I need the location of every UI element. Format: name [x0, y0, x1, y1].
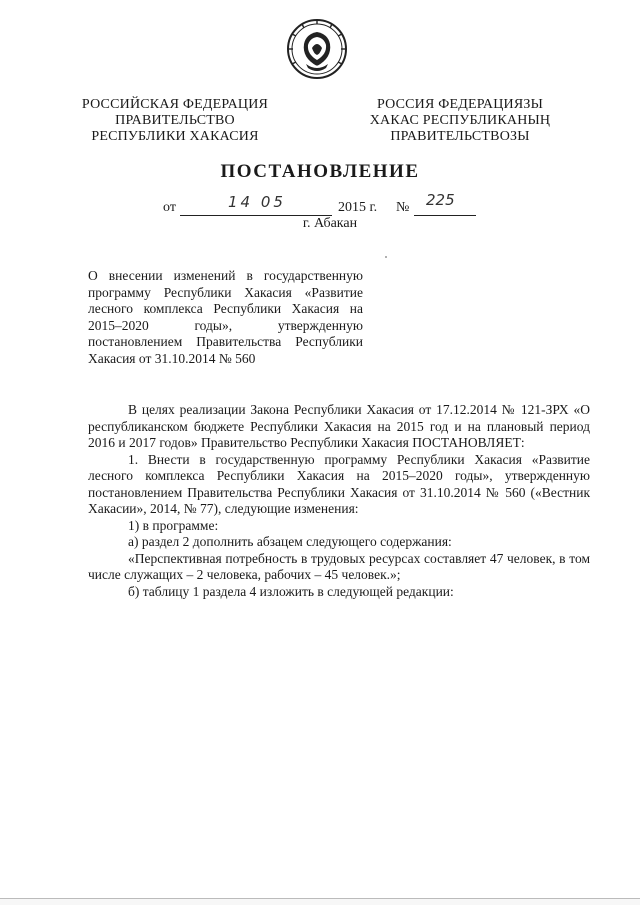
paragraph-subitem-1: 1) в программе:: [128, 517, 219, 533]
date-prefix: от: [163, 200, 176, 215]
header-right: [360, 97, 560, 145]
subject-line-4: 2015–2020 годы», утвержденную: [88, 317, 363, 333]
document-body: [88, 402, 590, 600]
header-right-line-2: ХАКАС РЕСПУБЛИКАНЫҢ: [369, 113, 551, 128]
header-left-line-2: ПРАВИТЕЛЬСТВО: [115, 113, 235, 128]
paragraph-preamble: В целях реализации Закона Республики Хакасия от 17.12.2014 № 121-ЗРХ «О республиканском бюджете Республики Хакасия на 2015 год и на плановый период 2016 и 2017 годов» Правительство Республики Хакасия ПОСТАНОВЛЯЕТ:: [88, 402, 590, 450]
city: г. Абакан: [302, 216, 358, 231]
paragraph-item-1: 1. Внести в государственную программу Республики Хакасия «Развитие лесного комплекса Республики Хакасия на 2015–2020 годы», утвержденную постановлением Правительства Республики Хакасия от 31.10.2014 № 560 («Вестник Хакасии», 2014, № 77), следующие изменения:: [88, 451, 590, 516]
handwritten-number: 225: [426, 191, 455, 209]
subject-line-5: постановлением Правительства Республики: [88, 334, 363, 349]
header-left: [80, 97, 270, 145]
header-right-line-1: РОССИЯ ФЕДЕРАЦИЯЗЫ: [376, 97, 544, 112]
scan-speck: [385, 256, 387, 258]
date-year: 2015 г.: [338, 200, 378, 215]
subject-line-2: программу Республики Хакасия «Развитие: [88, 284, 363, 300]
subject-line-6: Хакасия от 31.10.2014 № 560: [88, 350, 256, 366]
document-title: ПОСТАНОВЛЕНИЕ: [220, 161, 420, 182]
handwritten-date: 14 05: [228, 193, 286, 211]
header-left-line-3: РЕСПУБЛИКИ ХАКАСИЯ: [91, 129, 259, 144]
subject-block: [88, 268, 363, 367]
scan-bottom-edge: [0, 898, 640, 905]
header-right-line-3: ПРАВИТЕЛЬСТВОЗЫ: [390, 129, 530, 144]
header-left-line-1: РОССИЙСКАЯ ФЕДЕРАЦИЯ: [81, 97, 269, 112]
subject-line-3: лесного комплекса Республики Хакасия на: [88, 301, 363, 316]
subject-line-1: О внесении изменений в государственную: [88, 268, 363, 283]
paragraph-quote: «Перспективная потребность в трудовых ресурсах составляет 47 человек, в том числе служащих – 2 человека, рабочих – 45 человек.»;: [88, 550, 590, 582]
paragraph-subitem-a: а) раздел 2 дополнить абзацем следующего содержания:: [128, 534, 452, 549]
coat-of-arms-icon: [286, 18, 348, 80]
paragraph-subitem-b: б) таблицу 1 раздела 4 изложить в следующей редакции:: [128, 583, 454, 599]
number-sign: №: [396, 200, 410, 215]
